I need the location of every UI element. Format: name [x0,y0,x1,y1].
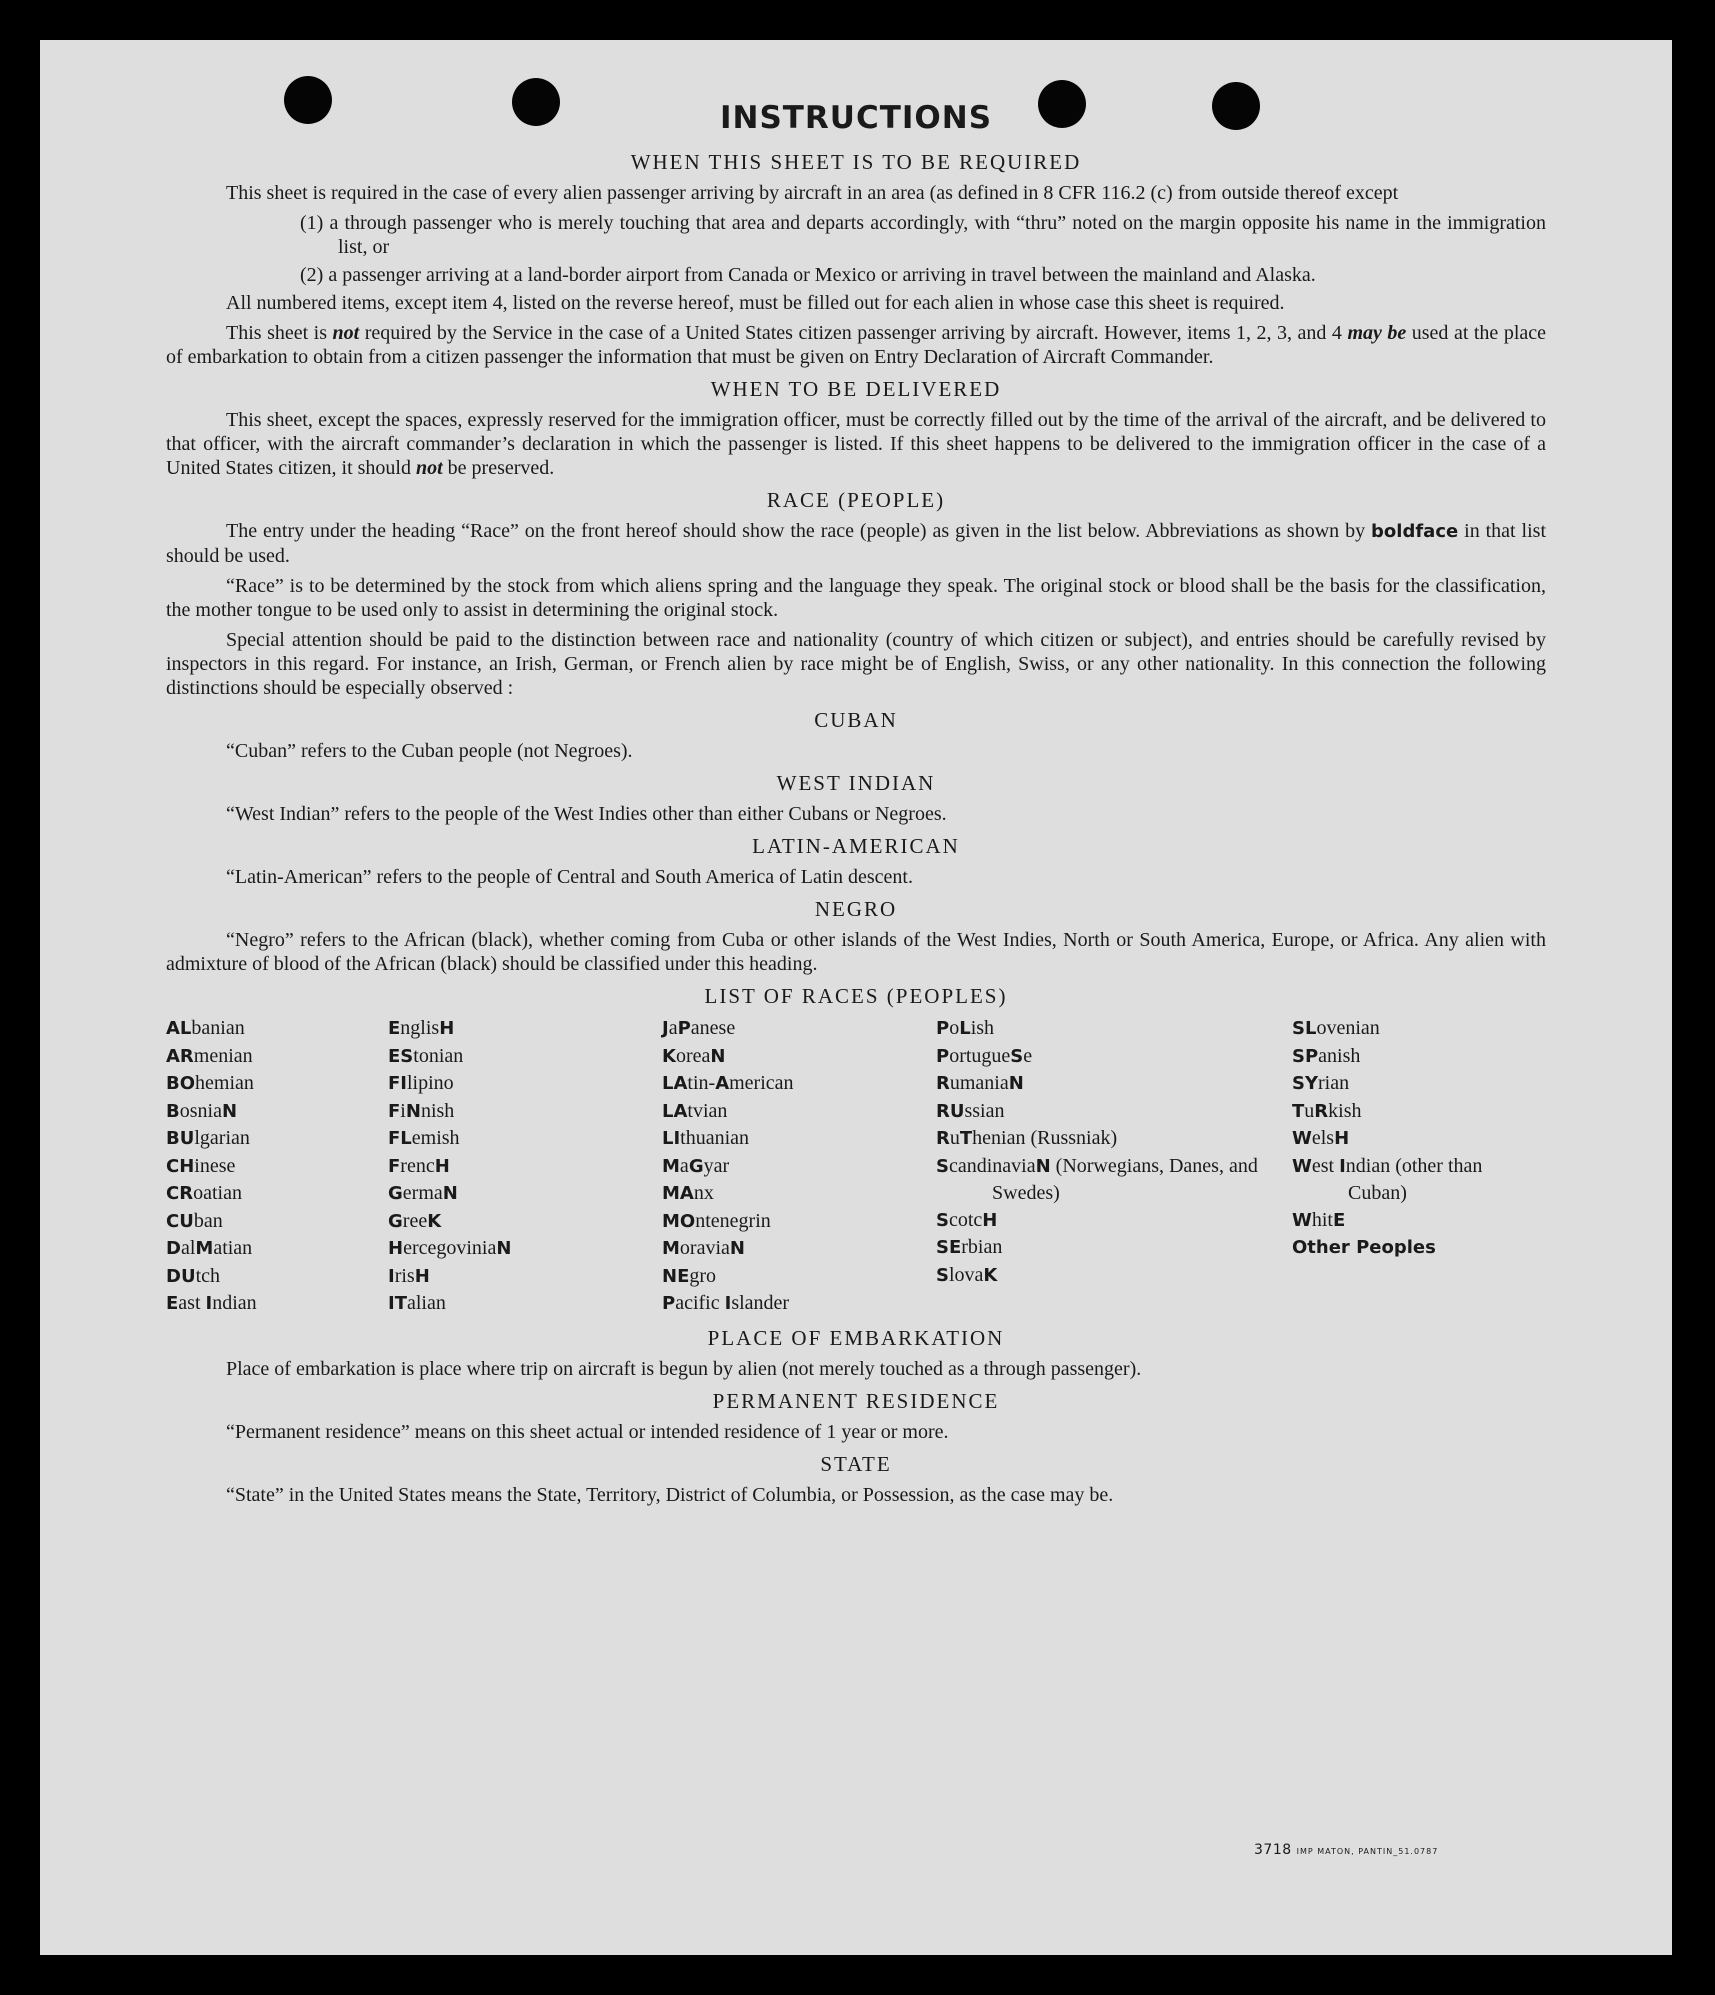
race-text: merican [729,1072,794,1094]
abbreviation: BU [166,1128,195,1149]
race-entry [662,1043,936,1071]
heading-when-delivered: WHEN TO BE DELIVERED [710,377,1002,401]
race-entry [1292,1015,1502,1043]
paragraph: Special attention should be paid to the distinction between race and nationality (country of which citizen or subject), and entries should be carefully revised by inspectors in this regard. For instance, an Irish, German, or French alien by race might be of English, Swiss, or any other nationality. In this connection the following distinctions should be especially observed : [166,629,1546,699]
race-entry [662,1208,936,1236]
race-text: tonian [413,1044,464,1067]
race-text: u [1304,1099,1315,1122]
document-sheet [40,40,1672,1955]
race-text: ris [394,1264,415,1287]
race-text: slander [731,1292,790,1314]
race-text: lipino [407,1072,454,1094]
heading-embarkation: PLACE OF EMBARKATION [707,1325,1005,1350]
heading-race: RACE (PEOPLE) [766,488,946,512]
race-text: hit [1311,1208,1333,1231]
exception-item: (2) a passenger arriving at a land-border airport from Canada or Mexico or arriving in travel between the mainland and Alaska. [300,264,1316,286]
race-text: banian [191,1017,245,1039]
abbreviation: P [662,1293,676,1314]
heading-residence: PERMANENT RESIDENCE [712,1388,1000,1413]
race-entry [388,1290,662,1318]
race-entry [936,1070,1292,1098]
race-text: ovenian [1316,1017,1380,1039]
race-text: thuanian [680,1127,750,1149]
definition: “State” in the United States means the State, Territory, District of Columbia, or Possession, as the case may be. [226,1483,1114,1506]
race-text: renc [400,1154,435,1177]
race-text: alian [406,1292,446,1314]
abbreviation: E [1332,1209,1346,1231]
race-entry [388,1098,662,1126]
paragraph: This sheet is required in the case of every alien passenger arriving by aircraft in an area (as defined in 8 CFR 116.2 (c) from outside thereof except [226,182,1399,204]
race-text: ercegovinia [403,1237,497,1259]
race-entry [1292,1043,1502,1071]
abbreviation: H [439,1018,455,1039]
abbreviation: N [710,1045,726,1067]
abbreviation: S [936,1155,949,1177]
race-text: tch [195,1264,220,1287]
race-entry [388,1235,662,1263]
emphasis: not [415,457,443,479]
heading-list-of-races: LIST OF RACES (PEOPLES) [704,984,1008,1008]
abbreviation: H [388,1238,404,1259]
race-entry [1292,1234,1502,1262]
abbreviation: LA [662,1100,688,1122]
abbreviation: RU [936,1100,965,1122]
race-text: ortugue [949,1044,1011,1067]
abbreviation: S [936,1264,949,1286]
race-entry [1292,1098,1502,1126]
race-entry [166,1043,388,1071]
abbreviation: MA [662,1183,694,1204]
race-entry [936,1125,1292,1153]
abbreviation: DU [166,1265,196,1287]
text: required by the Service in the case of a United States citizen passenger arriving by aircraft. However, items 1, 2, 3, and 4 [359,322,1348,344]
race-entry [388,1153,662,1181]
abbreviation: M [662,1238,680,1259]
emphasis: may be [1347,322,1407,344]
race-text: tvian [687,1099,728,1122]
text: This sheet is [226,322,333,344]
race-entry [662,1125,936,1153]
abbreviation: BO [166,1073,196,1094]
race-entry [388,1125,662,1153]
race-entry [936,1262,1292,1290]
abbreviation: H [414,1265,430,1287]
race-entry [388,1208,662,1236]
race-column [662,1015,936,1318]
abbreviation: F [388,1100,401,1122]
race-text: o [949,1017,960,1039]
abbreviation: P [936,1018,950,1039]
race-text: henian (Russniak) [972,1127,1118,1149]
abbreviation: NE [662,1265,690,1287]
race-entry [662,1098,936,1126]
race-entry [1292,1207,1502,1235]
race-text: anish [1318,1044,1361,1067]
race-text: rbian [961,1236,1003,1258]
heading-state: STATE [820,1451,892,1476]
race-text: ndian [212,1292,257,1314]
abbreviation: D [166,1238,181,1259]
race-text: e [1023,1044,1033,1067]
race-text: a [668,1017,678,1039]
race-entry [662,1235,936,1263]
page-title: INSTRUCTIONS [719,100,993,136]
abbreviation: W [1292,1155,1312,1177]
definition: Place of embarkation is place where trip on aircraft is begun by alien (not merely touched as a through passenger). [226,1357,1142,1380]
abbreviation: M [195,1238,214,1259]
abbreviation: SL [1292,1018,1317,1039]
race-text: ndian (other than Cuban) [1345,1154,1483,1204]
abbreviation: S [1010,1045,1024,1067]
heading-when-required: WHEN THIS SHEET IS TO BE REQUIRED [630,150,1082,174]
race-text: candinavia [948,1154,1036,1177]
abbreviation: AL [166,1018,192,1039]
race-entry [166,1290,388,1318]
abbreviation: R [936,1128,950,1149]
printer-imprint [1254,1842,1438,1858]
race-text: ssian [964,1099,1005,1122]
content-body [166,100,1546,1509]
race-text: tin- [687,1072,716,1094]
abbreviation: CH [166,1155,195,1177]
race-text: kish [1328,1099,1362,1122]
race-text: gro [689,1264,717,1287]
abbreviation: K [427,1210,442,1232]
race-entry [936,1098,1292,1126]
race-text: i [400,1099,406,1122]
race-entry [936,1015,1292,1043]
race-text: est [1311,1154,1340,1177]
race-text: a [679,1154,689,1177]
abbreviation: E [388,1018,401,1039]
race-text: ban [193,1209,223,1232]
race-entry [166,1125,388,1153]
abbreviation: N [729,1238,745,1259]
paragraph [166,408,1546,480]
abbreviation: H [1334,1128,1350,1149]
race-column [388,1015,662,1318]
paragraph [166,519,1546,568]
race-text: menian [193,1044,253,1067]
text: in that list should be used. [166,520,1547,567]
abbreviation: ES [388,1045,414,1067]
abbreviation: AR [166,1045,194,1067]
abbreviation: G [388,1210,403,1232]
race-entry [936,1207,1292,1235]
heading-west-indian: WEST INDIAN [776,771,936,795]
race-text: inese [194,1154,236,1177]
abbreviation: LA [662,1073,688,1094]
abbreviation: H [982,1209,998,1231]
abbreviation: P [936,1045,950,1067]
race-entry [662,1070,936,1098]
abbreviation: I [724,1293,732,1314]
race-entry [662,1015,936,1043]
abbreviation: G [688,1155,704,1177]
race-text: ree [402,1209,428,1232]
race-entry [166,1180,388,1208]
form-number: 3718 [1254,1842,1292,1858]
text: be preserved. [442,457,555,479]
race-entry [1292,1125,1502,1153]
race-text: rian [1318,1072,1350,1094]
race-text: osnia [179,1099,222,1122]
paragraph: All numbered items, except item 4, listed on the reverse hereof, must be filled out for each alien in whose case this sheet is required. [226,292,1285,314]
paragraph [166,321,1546,369]
race-entry [662,1290,936,1318]
text: The entry under the heading “Race” on the front hereof should show the race (people) as given in the list below. Abbreviations as shown by [226,520,1372,542]
race-text: nish [420,1099,455,1122]
abbreviation: SY [1292,1073,1318,1094]
race-column [936,1015,1292,1318]
abbreviation: R [936,1073,950,1094]
race-entry [166,1098,388,1126]
race-text: anese [690,1017,736,1039]
abbreviation: FI [388,1073,407,1094]
definition: “Cuban” refers to the Cuban people (not Negroes). [226,740,633,762]
race-text: ast [178,1292,206,1314]
abbreviation: R [1314,1100,1329,1122]
race-column [1292,1015,1502,1318]
exception-item: (1) a through passenger who is merely touching that area and departs accordingly, with “thru” noted on the margin opposite his name in the immigration list, or [300,212,1546,258]
race-text: umania [949,1072,1009,1094]
abbreviation: J [662,1018,669,1039]
race-entry [166,1235,388,1263]
abbreviation: K [983,1264,998,1286]
abbreviation: N [1035,1155,1051,1177]
heading-latin-american: LATIN-AMERICAN [752,834,960,858]
abbreviation: I [388,1265,395,1287]
race-text: erma [402,1182,443,1204]
abbreviation: W [1292,1209,1312,1231]
race-text: ntenegrin [695,1209,771,1232]
abbreviation: F [388,1155,401,1177]
race-text: emish [411,1127,460,1149]
race-entry [388,1070,662,1098]
race-text: oravia [679,1237,730,1259]
race-entry [936,1234,1292,1262]
race-entry [166,1153,388,1181]
race-text: (Norwegians, Danes, and Swedes) [992,1154,1258,1204]
abbreviation: FL [388,1128,412,1149]
abbreviation: H [434,1155,450,1177]
race-text: acific [675,1292,725,1314]
race-entry [166,1015,388,1043]
race-text: cotc [948,1208,983,1231]
abbreviation: N [1008,1073,1024,1094]
race-text: u [949,1127,960,1149]
abbreviation: A [715,1073,730,1094]
abbreviation: L [959,1018,971,1039]
race-list [166,1015,1546,1318]
race-text: nglis [400,1017,440,1039]
race-entry [166,1070,388,1098]
abbreviation: N [496,1238,512,1259]
race-entry [662,1153,936,1181]
text: This sheet, except the spaces, expressly reserved for the immigration officer, must be correctly filled out by the time of the arrival of the aircraft, and be delivered to that officer, with the aircraft commander’s declaration in which the passenger is listed. If this sheet happens to be delivered to the immigration officer in the case of a United States citizen, it should [166,409,1546,479]
abbreviation: S [936,1209,949,1231]
race-entry [936,1043,1292,1071]
race-text: els [1311,1127,1335,1149]
emphasis: not [332,322,360,344]
definition: “Negro” refers to the African (black), whether coming from Cuba or other islands of the West Indies, North or South America, Europe, or Africa. Any alien with admixture of blood of the African (black) should be classified under this heading. [166,929,1546,975]
definition: “West Indian” refers to the people of the West Indies other than either Cubans or Negroes. [226,803,947,825]
abbreviation: E [166,1293,179,1314]
race-text: orea [675,1044,711,1067]
abbreviation: B [166,1100,180,1122]
boldface-word: boldface [1371,521,1459,542]
abbreviation: T [1292,1100,1305,1122]
race-entry [662,1263,936,1291]
race-entry [388,1263,662,1291]
race-entry [1292,1153,1502,1207]
heading-negro: NEGRO [814,897,898,921]
abbreviation: W [1292,1128,1312,1149]
imprint-text: IMP MATON, PANTIN_51.0787 [1296,1847,1439,1856]
race-entry [388,1015,662,1043]
abbreviation: I [205,1293,213,1314]
heading-cuban: CUBAN [814,708,898,732]
race-entry [166,1208,388,1236]
paragraph: “Race” is to be determined by the stock from which aliens spring and the language they speak. The original stock or blood shall be the basis for the classification, the mother tongue to be used only to assist in determining the original stock. [166,575,1546,621]
race-text: ish [970,1017,995,1039]
race-text: nx [693,1182,714,1204]
definition: “Permanent residence” means on this sheet actual or intended residence of 1 year or more. [226,1420,949,1443]
race-entry [388,1180,662,1208]
race-entry [1292,1070,1502,1098]
abbreviation: G [388,1183,403,1204]
race-text: al [180,1237,196,1259]
abbreviation: LI [662,1128,681,1149]
abbreviation: N [405,1100,421,1122]
race-text: oatian [193,1182,242,1204]
race-text: yar [703,1154,730,1177]
race-entry [936,1153,1292,1207]
text: used at the place of embarkation to obtain from a citizen passenger the information that must be given on Entry Declaration of Aircraft Commander. [166,322,1547,368]
race-text: lgarian [194,1127,250,1149]
race-text: Other Peoples [1292,1237,1436,1258]
race-entry [388,1043,662,1071]
race-entry [662,1180,936,1208]
abbreviation: MO [662,1210,696,1232]
race-text: lova [948,1263,984,1286]
abbreviation: SE [936,1237,962,1258]
abbreviation: T [959,1128,973,1149]
definition: “Latin-American” refers to the people of Central and South America of Latin descent. [226,866,913,888]
race-text: atian [213,1237,253,1259]
abbreviation: IT [388,1293,407,1314]
abbreviation: N [221,1100,238,1122]
abbreviation: K [662,1045,676,1067]
race-text: hemian [195,1072,254,1094]
abbreviation: I [1339,1155,1346,1177]
abbreviation: CU [166,1210,194,1232]
abbreviation: CR [166,1183,194,1204]
race-entry [166,1263,388,1291]
abbreviation: N [442,1183,458,1204]
abbreviation: M [662,1155,680,1177]
abbreviation: P [677,1018,691,1039]
race-column [166,1015,388,1318]
abbreviation: SP [1292,1045,1319,1067]
